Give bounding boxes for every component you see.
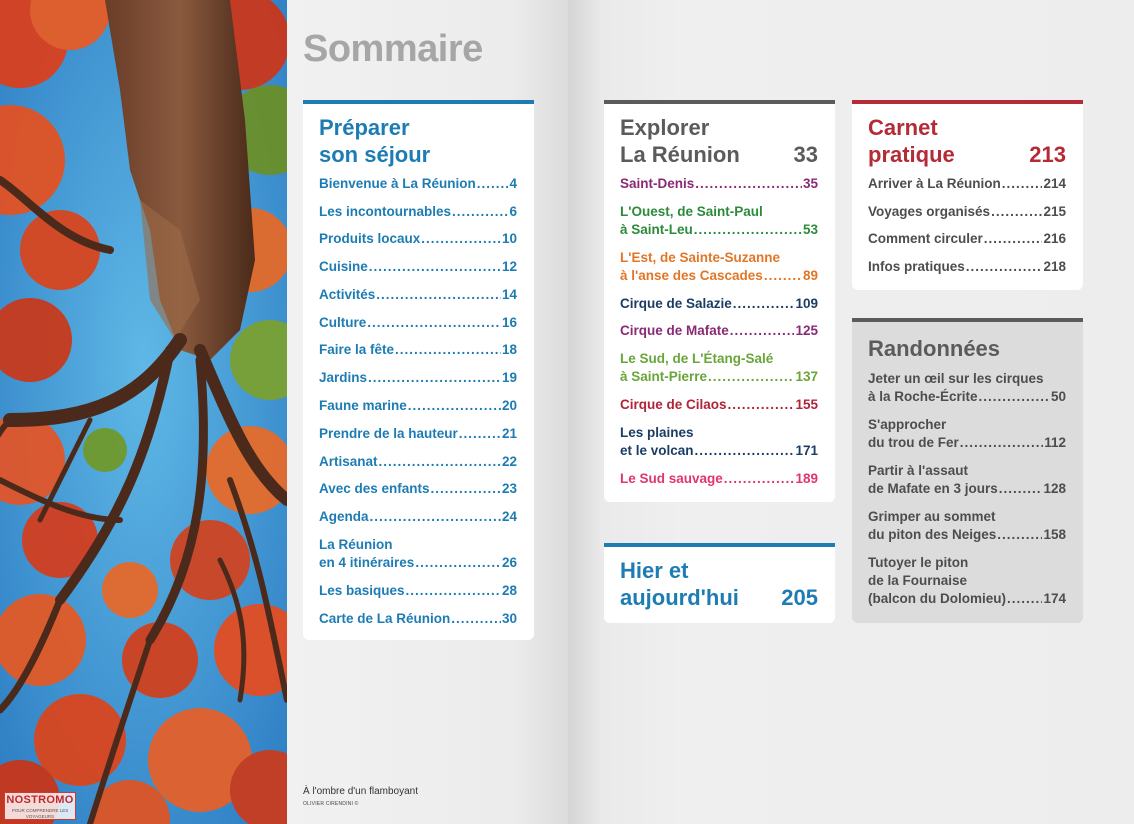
entry-page: 112 bbox=[1044, 435, 1066, 450]
toc-entry[interactable] bbox=[319, 369, 517, 387]
entry-title: Cuisine bbox=[319, 259, 368, 274]
entry-title: Jardins bbox=[319, 370, 368, 385]
entry-title: Faune marine bbox=[319, 398, 407, 413]
explorer-section bbox=[604, 100, 835, 502]
entry-line: Grimper au sommet bbox=[868, 509, 996, 524]
entry-line: Partir à l'assaut bbox=[868, 463, 969, 478]
heading-line: Carnet bbox=[868, 115, 938, 140]
toc-entry[interactable] bbox=[319, 480, 517, 498]
entry-page: 18 bbox=[501, 342, 517, 357]
entry-page: 6 bbox=[509, 204, 517, 219]
entry-page: 50 bbox=[1050, 389, 1066, 404]
toc-entry[interactable] bbox=[868, 462, 1066, 498]
dot-leader bbox=[395, 341, 501, 359]
entry-page: 35 bbox=[802, 176, 818, 191]
preparer-heading bbox=[319, 114, 430, 168]
entry-title: du piton des Neiges bbox=[868, 527, 997, 542]
toc-entry[interactable] bbox=[319, 536, 517, 572]
toc-entry[interactable] bbox=[620, 350, 818, 386]
entry-line: Tutoyer le piton bbox=[868, 555, 969, 570]
section-topbar bbox=[852, 100, 1083, 104]
heading-line: pratique bbox=[868, 142, 955, 167]
entry-title: Produits locaux bbox=[319, 231, 421, 246]
entry-title: Agenda bbox=[319, 509, 369, 524]
toc-entry[interactable] bbox=[620, 322, 818, 340]
entry-line: Jeter un œil sur les cirques bbox=[868, 371, 1044, 386]
entry-title: Prendre de la hauteur bbox=[319, 426, 458, 441]
randonnees-section bbox=[852, 318, 1083, 623]
entry-page: 158 bbox=[1043, 527, 1066, 542]
dot-leader bbox=[1002, 175, 1043, 193]
section-topbar bbox=[604, 543, 835, 547]
hier-heading bbox=[620, 557, 739, 611]
entry-page: 109 bbox=[795, 296, 818, 311]
photo-credit: OLIVIER CIRENDINI © bbox=[303, 801, 359, 807]
entry-title: à l'anse des Cascades bbox=[620, 268, 763, 283]
toc-entry[interactable] bbox=[319, 582, 517, 600]
toc-entry[interactable] bbox=[620, 470, 818, 488]
heading-line: son séjour bbox=[319, 142, 431, 167]
entry-title: Cirque de Mafate bbox=[620, 323, 729, 338]
entry-title: Carte de La Réunion bbox=[319, 611, 451, 626]
entry-title: Infos pratiques bbox=[868, 259, 965, 274]
entry-page: 214 bbox=[1043, 176, 1066, 191]
dot-leader bbox=[451, 610, 501, 628]
dot-leader bbox=[376, 286, 501, 304]
entry-page: 26 bbox=[501, 555, 517, 570]
entry-title: Artisanat bbox=[319, 454, 378, 469]
entry-title: Cirque de Cilaos bbox=[620, 397, 727, 412]
toc-entry[interactable] bbox=[319, 341, 517, 359]
section-topbar bbox=[852, 318, 1083, 322]
hier-section[interactable] bbox=[604, 543, 835, 623]
dot-leader bbox=[724, 470, 795, 488]
entry-line: Le Sud, de L'Étang-Salé bbox=[620, 351, 774, 366]
entry-page: 89 bbox=[802, 268, 818, 283]
entry-page: 4 bbox=[509, 176, 517, 191]
dot-leader bbox=[960, 434, 1043, 452]
toc-entry[interactable] bbox=[620, 249, 818, 285]
toc-entry[interactable] bbox=[319, 508, 517, 526]
entry-page: 174 bbox=[1043, 591, 1066, 606]
entry-page: 125 bbox=[795, 323, 818, 338]
toc-entry[interactable] bbox=[620, 295, 818, 313]
dot-leader bbox=[966, 258, 1043, 276]
dot-leader bbox=[408, 397, 501, 415]
heading-line: Hier et bbox=[620, 558, 689, 583]
toc-entry[interactable] bbox=[319, 397, 517, 415]
dot-leader bbox=[984, 230, 1043, 248]
entry-title: à la Roche-Écrite bbox=[868, 389, 978, 404]
flamboyant-photo bbox=[0, 0, 287, 824]
entry-page: 128 bbox=[1043, 481, 1066, 496]
entry-title: Les basiques bbox=[319, 583, 405, 598]
heading-line: La Réunion bbox=[620, 142, 740, 167]
dot-leader bbox=[730, 322, 795, 340]
entry-title: Avec des enfants bbox=[319, 481, 430, 496]
entry-page: 171 bbox=[795, 443, 818, 458]
toc-entry[interactable] bbox=[868, 554, 1066, 608]
toc-entry[interactable] bbox=[319, 258, 517, 276]
carnet-heading-page: 213 bbox=[1029, 142, 1066, 167]
toc-entry[interactable] bbox=[868, 175, 1066, 193]
entry-line: L'Est, de Sainte-Suzanne bbox=[620, 250, 780, 265]
entry-page: 10 bbox=[501, 231, 517, 246]
toc-entry[interactable] bbox=[319, 453, 517, 471]
entry-title: Arriver à La Réunion bbox=[868, 176, 1001, 191]
heading-line: Préparer bbox=[319, 115, 410, 140]
dot-leader bbox=[370, 508, 501, 526]
toc-entry[interactable] bbox=[620, 175, 818, 193]
page-title: Sommaire bbox=[303, 28, 483, 70]
toc-entry[interactable] bbox=[620, 203, 818, 239]
logo-tagline: POUR COMPRENDRE LES VOYAGEURS bbox=[11, 808, 69, 819]
entry-page: 216 bbox=[1043, 231, 1066, 246]
toc-entry[interactable] bbox=[868, 370, 1066, 406]
entry-page: 14 bbox=[501, 287, 517, 302]
entry-page: 215 bbox=[1043, 204, 1066, 219]
dot-leader bbox=[694, 221, 802, 239]
entry-page: 16 bbox=[501, 315, 517, 330]
toc-entry[interactable] bbox=[868, 230, 1066, 248]
entry-page: 218 bbox=[1043, 259, 1066, 274]
toc-entry[interactable] bbox=[868, 416, 1066, 452]
dot-leader bbox=[997, 526, 1042, 544]
photo-caption: À l'ombre d'un flamboyant bbox=[303, 786, 418, 797]
logo-name: NOSTROMO bbox=[6, 794, 74, 806]
entry-title: Voyages organisés bbox=[868, 204, 991, 219]
dot-leader bbox=[415, 554, 501, 572]
section-topbar bbox=[604, 100, 835, 104]
toc-entry[interactable] bbox=[319, 230, 517, 248]
dot-leader bbox=[379, 453, 501, 471]
entry-page: 155 bbox=[795, 397, 818, 412]
randonnees-heading: Randonnées bbox=[868, 336, 1001, 361]
dot-leader bbox=[764, 267, 802, 285]
entry-title: Bienvenue à La Réunion bbox=[319, 176, 476, 191]
entry-page: 28 bbox=[501, 583, 517, 598]
entry-title: et le volcan bbox=[620, 443, 694, 458]
entry-title: Cirque de Salazie bbox=[620, 296, 732, 311]
dot-leader bbox=[406, 582, 501, 600]
entry-title: Saint-Denis bbox=[620, 176, 695, 191]
heading-line: aujourd'hui bbox=[620, 585, 739, 610]
carnet-heading bbox=[868, 114, 955, 168]
entry-page: 137 bbox=[795, 369, 818, 384]
entry-title: Faire la fête bbox=[319, 342, 395, 357]
dot-leader bbox=[459, 425, 501, 443]
entry-title: du trou de Fer bbox=[868, 435, 959, 450]
entry-page: 21 bbox=[501, 426, 517, 441]
preparer-section bbox=[303, 100, 534, 640]
entry-title: à Saint-Leu bbox=[620, 222, 693, 237]
entry-title: Culture bbox=[319, 315, 367, 330]
toc-entry[interactable] bbox=[868, 258, 1066, 276]
dot-leader bbox=[477, 175, 509, 193]
toc-entry[interactable] bbox=[319, 286, 517, 304]
toc-entry[interactable] bbox=[868, 203, 1066, 221]
dot-leader bbox=[991, 203, 1042, 221]
toc-entry[interactable] bbox=[620, 396, 818, 414]
entry-page: 12 bbox=[501, 259, 517, 274]
entry-title: Activités bbox=[319, 287, 376, 302]
dot-leader bbox=[368, 369, 501, 387]
entry-line: Les plaines bbox=[620, 425, 694, 440]
section-topbar bbox=[303, 100, 534, 104]
entry-title: Le Sud sauvage bbox=[620, 471, 723, 486]
dot-leader bbox=[421, 230, 501, 248]
entry-page: 20 bbox=[501, 398, 517, 413]
toc-entry[interactable] bbox=[319, 314, 517, 332]
toc-entry[interactable] bbox=[868, 508, 1066, 544]
hier-heading-page: 205 bbox=[781, 585, 818, 610]
entry-page: 23 bbox=[501, 481, 517, 496]
dot-leader bbox=[367, 314, 501, 332]
entry-page: 30 bbox=[501, 611, 517, 626]
entry-title: de Mafate en 3 jours bbox=[868, 481, 998, 496]
carnet-section bbox=[852, 100, 1083, 290]
explorer-heading bbox=[620, 114, 740, 168]
entry-title: (balcon du Dolomieu) bbox=[868, 591, 1006, 606]
toc-entry[interactable] bbox=[319, 425, 517, 443]
heading-line: Explorer bbox=[620, 115, 710, 140]
toc-entry[interactable] bbox=[319, 175, 517, 193]
entry-title: en 4 itinéraires bbox=[319, 555, 415, 570]
entry-page: 53 bbox=[802, 222, 818, 237]
entry-title: à Saint-Pierre bbox=[620, 369, 708, 384]
entry-page: 22 bbox=[501, 454, 517, 469]
dot-leader bbox=[695, 175, 802, 193]
dot-leader bbox=[708, 368, 794, 386]
dot-leader bbox=[695, 442, 795, 460]
entry-line: La Réunion bbox=[319, 537, 393, 552]
toc-entry[interactable] bbox=[319, 203, 517, 221]
toc-entry[interactable] bbox=[620, 424, 818, 460]
dot-leader bbox=[979, 388, 1050, 406]
toc-entry[interactable] bbox=[319, 610, 517, 628]
entry-title: Comment circuler bbox=[868, 231, 983, 246]
dot-leader bbox=[369, 258, 501, 276]
dot-leader bbox=[1007, 590, 1042, 608]
explorer-heading-page: 33 bbox=[793, 142, 818, 167]
dot-leader bbox=[452, 203, 508, 221]
entry-page: 189 bbox=[795, 471, 818, 486]
entry-line: de la Fournaise bbox=[868, 573, 968, 588]
nostromo-logo bbox=[4, 792, 76, 820]
entry-line: S'approcher bbox=[868, 417, 947, 432]
dot-leader bbox=[733, 295, 795, 313]
dot-leader bbox=[728, 396, 795, 414]
dot-leader bbox=[999, 480, 1043, 498]
entry-page: 24 bbox=[501, 509, 517, 524]
dot-leader bbox=[431, 480, 501, 498]
entry-title: Les incontournables bbox=[319, 204, 452, 219]
entry-line: L'Ouest, de Saint-Paul bbox=[620, 204, 763, 219]
entry-page: 19 bbox=[501, 370, 517, 385]
